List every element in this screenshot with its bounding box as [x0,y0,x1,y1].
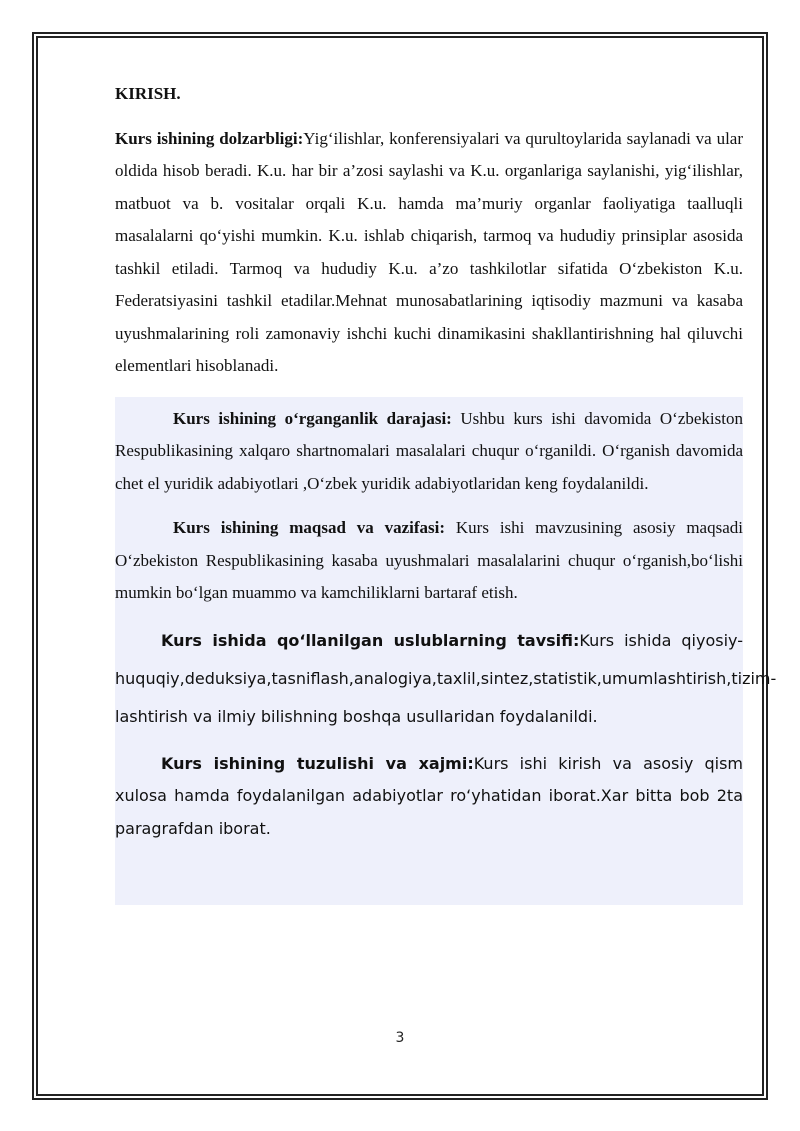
section-methods-label: Kurs ishida qo‘llanilgan uslublarning tavsifi: [161,630,580,650]
section-study-level [115,403,743,501]
section-goals-text: Kurs ishi mavzusining asosiy maqsadi O‘zbekiston Respublikasining kasaba uyushmalari masalalarini chuqur o‘rganish,bo‘lishi mumkin bo‘lgan muammo va kamchiliklarni bartaraf etish. [115,518,743,602]
section-methods [115,622,777,736]
document-body [115,78,777,905]
section-study-level-label: Kurs ishining o‘rganganlik darajasi: [173,408,452,428]
section-structure [115,748,743,846]
section-goals-label: Kurs ishining maqsad va vazifasi: [173,518,446,537]
section-relevance [115,123,743,383]
section-structure-text: Kurs ishi kirish va asosiy qism xulosa hamda foydalanilgan adabiyotlar ro‘yhatidan iborat.Xar bitta bob 2ta paragrafdan iborat. [115,753,744,838]
section-structure-label: Kurs ishining tuzulishi va xajmi: [161,753,474,773]
page-number: 3 [395,1030,405,1046]
section-methods-text: Kurs ishida qiyosiy-huquqiy,deduksiya,tasniflash,analogiya,taxlil,sintez,statistik,umumlashtirish,tizim-lashtirish va ilmiy bilishning boshqa usullaridan foydalanildi. [115,630,777,726]
section-relevance-label: Kurs ishining dolzarbligi: [115,128,304,148]
section-study-level-text: Ushbu kurs ishi davomida O‘zbekiston Respublikasining xalqaro shartnomalari masalalari chuqur o‘rganildi. O‘rganish davomida chet el yuridik adabiyotlari ,O‘zbek yuridik adabiyotlaridan keng foydalanildi. [115,408,743,493]
page-heading: KIRISH. [115,84,181,103]
section-goals [115,512,743,610]
shaded-block [115,397,777,906]
section-relevance-text: Yig‘ilishlar, konferensiyalari va qurultoylarida saylanadi va ular oldida hisob beradi. K.u. har bir a’zosi saylashi va K.u. organlariga saylanishi, yig‘ilishlar, matbuot va b. vositalar orqali K.u. hamda ma’muriy organlar faoliyatiga taalluqli masalalarni qo‘yishi mumkin. K.u. ishlab chiqarish, tarmoq va hududiy prinsiplar asosida tashkil etiladi. Tarmoq va hududiy K.u. a’zo tashkilotlar sifatida O‘zbekiston K.u. Federatsiyasini tashkil etadilar.Mehnat munosabatlarining iqtisodiy mazmuni va kasaba uyushmalarining roli zamonaviy ishchi kuchi dinamikasini shakllantirishning hal qiluvchi elementlari hisoblanadi. [115,128,744,375]
